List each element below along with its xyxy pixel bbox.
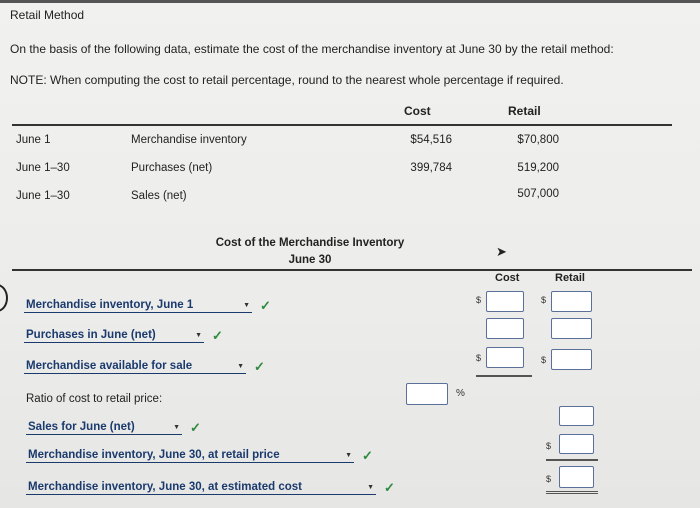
dropdown-label: Merchandise inventory, June 1 xyxy=(26,299,194,311)
sales-dropdown[interactable] xyxy=(26,421,182,435)
available-dropdown[interactable] xyxy=(24,360,246,374)
dollar-sign: $ xyxy=(476,353,482,363)
available-retail-input[interactable] xyxy=(551,349,592,370)
double-rule xyxy=(546,490,598,494)
check-icon: ✓ xyxy=(212,328,223,343)
table-cell-retail: 507,000 xyxy=(517,188,559,200)
total-rule xyxy=(476,375,532,377)
check-icon: ✓ xyxy=(384,480,395,495)
table-cell-date: June 1–30 xyxy=(16,162,70,174)
dropdown-label: Merchandise available for sale xyxy=(26,360,193,372)
table-header-rule xyxy=(12,124,672,126)
percent-sign: % xyxy=(456,388,465,399)
chevron-down-icon: ▼ xyxy=(345,451,352,459)
table-cell-item: Sales (net) xyxy=(131,190,187,202)
estimated-cost-dropdown[interactable] xyxy=(26,481,376,495)
purchases-cost-input[interactable] xyxy=(486,318,524,339)
table-cell-cost: 399,784 xyxy=(410,162,452,174)
dollar-sign: $ xyxy=(546,441,552,451)
purchases-retail-input[interactable] xyxy=(551,318,592,339)
table-cell-item: Purchases (net) xyxy=(131,162,213,174)
dollar-sign: $ xyxy=(541,295,547,305)
schedule-subtitle: June 30 xyxy=(288,254,332,266)
retail-column-header: Retail xyxy=(508,104,541,118)
available-cost-input[interactable] xyxy=(486,347,524,368)
total-rule xyxy=(546,459,598,461)
schedule-title: Cost of the Merchandise Inventory xyxy=(215,237,405,249)
merch-june1-cost-input[interactable] xyxy=(486,291,524,312)
chevron-down-icon: ▼ xyxy=(243,301,250,309)
cursor-circle-mark xyxy=(0,284,8,312)
schedule-retail-header: Retail xyxy=(555,272,585,284)
dollar-sign: $ xyxy=(541,355,547,365)
check-icon: ✓ xyxy=(254,359,265,374)
retail-price-input[interactable] xyxy=(559,434,594,454)
dollar-sign: $ xyxy=(546,474,552,484)
estimated-cost-row xyxy=(26,480,395,496)
top-border xyxy=(0,0,700,3)
dropdown-label: Purchases in June (net) xyxy=(26,329,156,341)
available-row xyxy=(24,359,265,375)
dollar-sign: $ xyxy=(476,295,482,305)
ratio-label: Ratio of cost to retail price: xyxy=(26,393,163,405)
sales-row xyxy=(26,420,201,436)
rounding-note: NOTE: When computing the cost to retail percentage, round to the nearest whole percentage if required. xyxy=(10,73,564,87)
check-icon: ✓ xyxy=(260,298,271,313)
check-icon: ✓ xyxy=(362,448,373,463)
dropdown-label: Merchandise inventory, June 30, at retail price xyxy=(28,449,280,461)
chevron-down-icon: ▼ xyxy=(367,483,374,491)
table-cell-retail: 519,200 xyxy=(517,162,559,174)
merch-june1-row xyxy=(24,298,271,314)
chevron-down-icon: ▼ xyxy=(195,331,202,339)
table-cell-date: June 1 xyxy=(16,134,51,146)
table-cell-date: June 1–30 xyxy=(16,190,70,202)
problem-title: Retail Method xyxy=(10,8,85,22)
mouse-cursor-icon: ➤ xyxy=(496,244,507,259)
retail-price-row xyxy=(26,448,373,464)
dropdown-label: Sales for June (net) xyxy=(28,421,135,433)
chevron-down-icon: ▼ xyxy=(173,423,180,431)
table-cell-cost: $54,516 xyxy=(410,134,452,146)
sales-retail-input[interactable] xyxy=(559,406,594,426)
purchases-row xyxy=(24,328,223,344)
purchases-dropdown[interactable] xyxy=(24,329,204,343)
schedule-header-rule xyxy=(12,269,692,271)
table-cell-retail: $70,800 xyxy=(517,134,559,146)
table-cell-item: Merchandise inventory xyxy=(131,134,247,146)
dropdown-label: Merchandise inventory, June 30, at estimated cost xyxy=(28,481,302,493)
retail-price-dropdown[interactable] xyxy=(26,449,354,463)
check-icon: ✓ xyxy=(190,420,201,435)
estimated-cost-input[interactable] xyxy=(559,466,594,488)
ratio-percent-input[interactable] xyxy=(406,383,448,405)
chevron-down-icon: ▼ xyxy=(237,362,244,370)
cost-column-header: Cost xyxy=(404,104,431,118)
merch-june1-retail-input[interactable] xyxy=(551,291,592,312)
schedule-cost-header: Cost xyxy=(495,272,520,284)
instructions: On the basis of the following data, estimate the cost of the merchandise inventory at June 30 by the retail method: xyxy=(10,42,614,56)
merch-june1-dropdown[interactable] xyxy=(24,299,252,313)
